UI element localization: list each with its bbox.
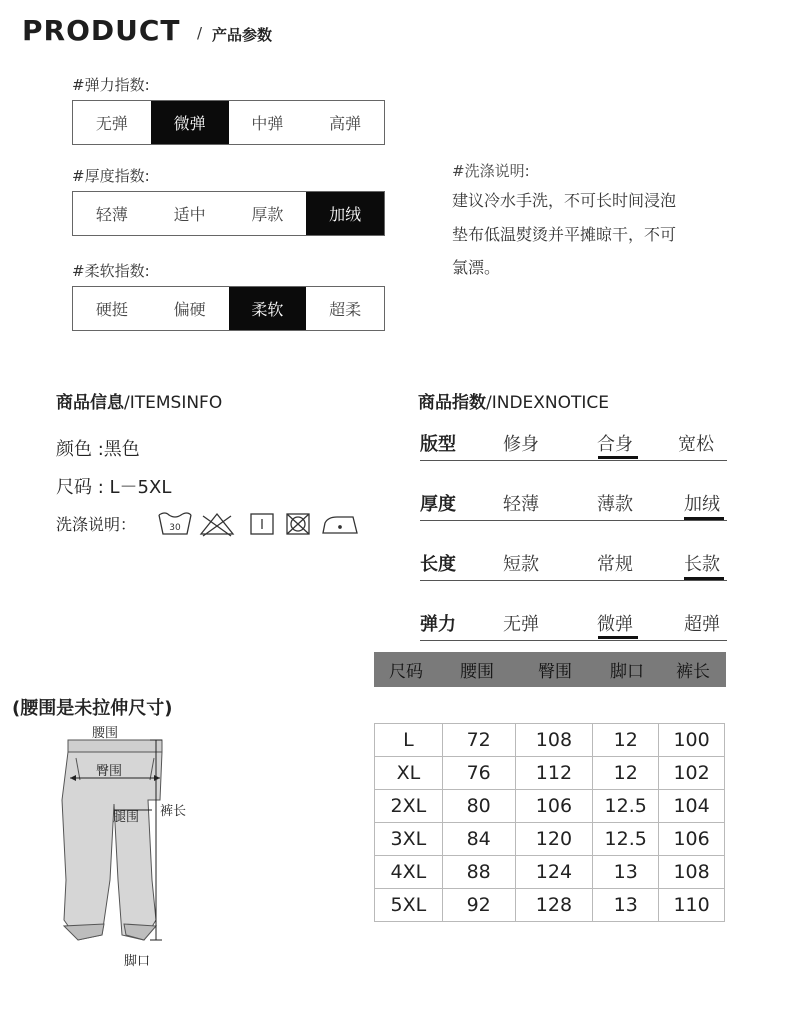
notice-option: 无弹	[503, 614, 539, 635]
table-cell: 72	[442, 724, 515, 757]
notice-divider	[420, 520, 727, 521]
size-chart-table	[374, 723, 725, 922]
notice-row-elasticity	[420, 610, 727, 640]
softness-index-label: #柔软指数:	[72, 262, 150, 280]
notice-option-selected: 合身	[597, 434, 633, 455]
rating-option: 轻薄	[95, 205, 128, 224]
notice-option: 薄款	[597, 494, 633, 515]
table-cell: 80	[442, 790, 515, 823]
hem-label: 脚口	[124, 954, 151, 969]
notice-row-length	[420, 550, 727, 580]
tumble-dry-icon	[251, 514, 273, 534]
table-cell: 13	[593, 889, 659, 922]
thickness-rating	[72, 191, 385, 236]
table-cell: L	[375, 724, 443, 757]
waist-note: (腰围是未拉伸尺寸)	[12, 698, 173, 719]
index-notice-heading-en: /INDEXNOTICE	[486, 393, 610, 413]
items-info-heading-en: /ITEMSINFO	[124, 393, 223, 413]
index-notice-heading-cn: 商品指数	[418, 393, 486, 413]
hip-label: 臀围	[96, 764, 123, 779]
table-cell: 128	[515, 889, 593, 922]
table-row	[375, 790, 725, 823]
table-cell: 2XL	[375, 790, 443, 823]
table-cell: 120	[515, 823, 593, 856]
table-cell: 108	[659, 856, 725, 889]
no-tumble-dry-icon	[287, 514, 309, 534]
size-header-cell: 脚口	[610, 662, 644, 682]
notice-row-label: 长度	[420, 554, 456, 575]
title-separator: /	[197, 24, 203, 42]
care-icons	[157, 509, 367, 543]
length-label: 裤长	[160, 804, 187, 819]
thickness-index-label: #厚度指数:	[72, 167, 150, 185]
table-row	[375, 724, 725, 757]
size-chart-header	[374, 652, 726, 687]
notice-divider	[420, 640, 727, 641]
wash-line: 氯漂。	[452, 258, 501, 277]
table-cell: 110	[659, 889, 725, 922]
size-header-cell: 尺码	[389, 662, 423, 682]
wash-line: 垫布低温熨烫并平摊晾干，不可	[452, 225, 677, 244]
color-line: 颜色 :黑色	[56, 439, 140, 460]
table-cell: 4XL	[375, 856, 443, 889]
rating-option-selected: 柔软	[229, 287, 307, 330]
notice-option: 修身	[503, 434, 539, 455]
rating-option: 中弹	[251, 114, 284, 133]
table-row	[375, 856, 725, 889]
table-cell: 102	[659, 757, 725, 790]
notice-option: 常规	[597, 554, 633, 575]
thigh-label: 腿围	[113, 810, 140, 825]
waist-label: 腰围	[92, 726, 119, 741]
size-header-cell: 腰围	[460, 662, 494, 682]
elasticity-index-label: #弹力指数:	[72, 76, 150, 94]
notice-option-selected: 微弹	[597, 614, 633, 635]
rating-option-selected: 微弹	[151, 101, 229, 144]
rating-option: 无弹	[95, 114, 128, 133]
table-cell: 12.5	[593, 790, 659, 823]
notice-option: 轻薄	[503, 494, 539, 515]
wash-line: 建议冷水手洗，不可长时间浸泡	[452, 191, 677, 210]
table-cell: 106	[515, 790, 593, 823]
table-cell: 12.5	[593, 823, 659, 856]
table-cell: 12	[593, 724, 659, 757]
table-cell: 124	[515, 856, 593, 889]
table-cell: 106	[659, 823, 725, 856]
items-info-heading	[56, 388, 222, 413]
notice-row-label: 弹力	[420, 614, 456, 635]
table-row	[375, 823, 725, 856]
notice-row-thickness	[420, 490, 727, 520]
notice-option-selected: 加绒	[684, 494, 720, 515]
items-info-heading-cn: 商品信息	[56, 393, 124, 413]
notice-row-fit	[420, 430, 727, 460]
notice-option: 宽松	[678, 434, 714, 455]
table-cell: 5XL	[375, 889, 443, 922]
rating-option: 硬挺	[95, 300, 128, 319]
wash-title: #洗涤说明:	[452, 162, 530, 180]
table-cell: 12	[593, 757, 659, 790]
page-subtitle: 产品参数	[212, 26, 273, 44]
notice-row-label: 厚度	[420, 494, 456, 515]
rating-option: 偏硬	[173, 300, 206, 319]
index-notice-heading	[418, 388, 609, 413]
no-bleach-icon	[201, 514, 233, 536]
table-cell: 100	[659, 724, 725, 757]
table-cell: 88	[442, 856, 515, 889]
wash-temp-text: 30	[169, 523, 181, 533]
rating-option: 厚款	[251, 205, 284, 224]
rating-option-selected: 加绒	[306, 192, 384, 235]
table-row	[375, 757, 725, 790]
size-header-cell: 臀围	[538, 662, 572, 682]
care-label: 洗涤说明：	[56, 515, 137, 534]
iron-icon	[323, 517, 357, 533]
wash-30-icon	[159, 513, 191, 534]
table-cell: 104	[659, 790, 725, 823]
notice-selected-underline	[598, 456, 638, 459]
notice-divider	[420, 460, 727, 461]
softness-rating	[72, 286, 385, 331]
size-line: 尺码 : L－5XL	[56, 477, 172, 498]
table-cell: 84	[442, 823, 515, 856]
notice-option: 短款	[503, 554, 539, 575]
elasticity-rating	[72, 100, 385, 145]
notice-selected-underline	[598, 636, 638, 639]
rating-option: 超柔	[329, 300, 362, 319]
rating-option: 适中	[173, 205, 206, 224]
notice-option-selected: 长款	[684, 554, 720, 575]
table-cell: 3XL	[375, 823, 443, 856]
notice-row-label: 版型	[420, 434, 456, 455]
table-row	[375, 889, 725, 922]
table-cell: XL	[375, 757, 443, 790]
page-title: PRODUCT	[22, 14, 181, 47]
table-cell: 92	[442, 889, 515, 922]
table-cell: 76	[442, 757, 515, 790]
notice-divider	[420, 580, 727, 581]
notice-option: 超弹	[684, 614, 720, 635]
rating-option: 高弹	[329, 114, 362, 133]
table-cell: 13	[593, 856, 659, 889]
table-cell: 112	[515, 757, 593, 790]
table-cell: 108	[515, 724, 593, 757]
size-header-cell: 裤长	[676, 662, 710, 682]
